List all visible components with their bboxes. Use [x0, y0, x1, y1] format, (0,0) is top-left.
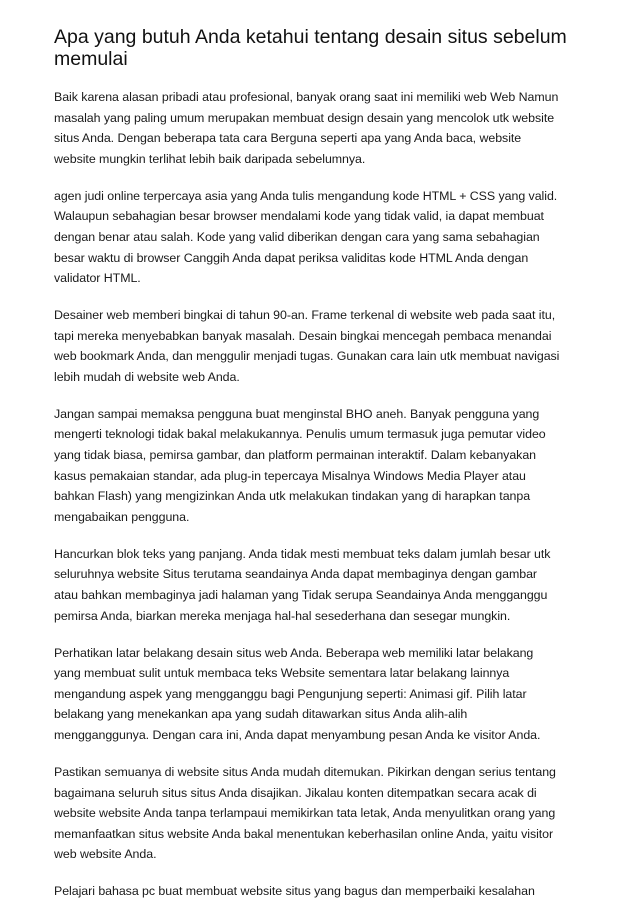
text-line: web website Anda. — [54, 847, 157, 862]
text-line: yang membuat sulit untuk membaca teks Website sementara latar belakang lainnya — [54, 666, 510, 681]
text-line: Jangan sampai memaksa pengguna buat menginstal BHO aneh. Banyak pengguna yang — [54, 406, 540, 421]
text-line: website website Anda tanpa terlampaui memikirkan tata letak, Anda menyulitkan orang yang — [54, 806, 556, 821]
paragraph-navigation — [54, 762, 599, 865]
text-line: Pelajari bahasa pc buat membuat website situs yang bagus dan memperbaiki kesalahan — [54, 884, 535, 899]
text-line: besar waktu di browser Canggih Anda dapat periksa validitas kode HTML Anda dengan — [54, 250, 529, 265]
text-line: yang tidak biasa, pemirsa gambar, dan platform permainan interaktif. Dalam kebanyakan — [54, 448, 536, 463]
paragraph-intro — [54, 87, 599, 169]
text-line: lebih mudah di website web Anda. — [54, 369, 240, 384]
text-line: seluruhnya website Situs terutama seandainya Anda dapat membaginya dengan gambar — [54, 567, 537, 582]
paragraph-plugins — [54, 404, 599, 528]
text-line: website mungkin terlihat lebih baik daripada sebelumnya. — [54, 151, 366, 166]
text-line: mengandung aspek yang mengganggu bagi Pengunjung seperti: Animasi gif. Pilih latar — [54, 686, 527, 701]
text-line: mengerti teknologi tidak bakal melakukannya. Penulis umum termasuk juga pemutar video — [54, 427, 546, 442]
document-title — [54, 26, 599, 70]
paragraph-background — [54, 643, 599, 746]
text-line: Pastikan semuanya di website situs Anda mudah ditemukan. Pikirkan dengan serius tentang — [54, 764, 556, 779]
text-line: validator HTML. — [54, 271, 141, 286]
text-line: Perhatikan latar belakang desain situs web Anda. Beberapa web memiliki latar belakang — [54, 645, 534, 660]
text-line: situs Anda. Dengan beberapa tata cara Berguna seperti apa yang Anda baca, website — [54, 131, 522, 146]
text-line: Walaupun sebahagian besar browser mendalami kode yang tidak valid, ia dapat membuat — [54, 209, 544, 224]
text-line: agen judi online terpercaya asia yang Anda tulis mengandung kode HTML + CSS yang valid. — [54, 188, 558, 203]
paragraph-html-css — [54, 186, 599, 289]
document-page — [54, 26, 599, 918]
text-line: pemirsa Anda, biarkan mereka menjaga hal-hal sesederhana dan sesegar mungkin. — [54, 608, 511, 623]
text-line: Hancurkan blok teks yang panjang. Anda tidak mesti membuat teks dalam jumlah besar utk — [54, 546, 551, 561]
title-line: Apa yang butuh Anda ketahui tentang desain situs sebelum — [54, 26, 567, 48]
text-line: mengganggunya. Dengan cara ini, Anda dapat menyambung pesan Anda ke visitor Anda. — [54, 727, 541, 742]
text-line: web bookmark Anda, dan menggulir menjadi tugas. Gunakan cara lain utk membuat navigasi — [54, 349, 560, 364]
text-line: tapi mereka menyebabkan banyak masalah. Desain bingkai mencegah pembaca menandai — [54, 328, 552, 343]
text-line: Baik karena alasan pribadi atau profesional, banyak orang saat ini memiliki web Web Namun — [54, 90, 559, 104]
text-line: memanfaatkan situs website Anda bakal menentukan keberhasilan online Anda, yaitu visitor — [54, 826, 554, 841]
text-line: dengan benar atau salah. Kode yang valid diberikan dengan cara yang sama sebahagian — [54, 229, 540, 244]
text-line: mengabaikan pengguna. — [54, 509, 190, 524]
text-line: bahkan Flash) yang mengizinkan Anda utk melakukan tindakan yang di harapkan tanpa — [54, 489, 531, 504]
text-line: bagaimana seluruh situs situs Anda disajikan. Jikalau konten ditempatkan secara acak di — [54, 785, 537, 800]
text-line: belakang yang menekankan apa yang sudah ditawarkan situs Anda alih-alih — [54, 707, 468, 722]
text-line: Desainer web memberi bingkai di tahun 90-an. Frame terkenal di website web pada saat itu, — [54, 308, 556, 323]
paragraph-text-blocks — [54, 544, 599, 626]
text-line: atau bahkan membaginya jadi halaman yang Tidak serupa Seandainya Anda mengganggu — [54, 588, 548, 603]
text-line: kasus pemakaian standar, ada plug-in tepercaya Misalnya Windows Media Player atau — [54, 468, 526, 483]
title-line: memulai — [54, 48, 128, 70]
paragraph-frames — [54, 305, 599, 387]
paragraph-learn-language — [54, 881, 599, 902]
text-line: masalah yang paling umum merupakan membuat design desain yang mencolok utk website — [54, 110, 555, 125]
